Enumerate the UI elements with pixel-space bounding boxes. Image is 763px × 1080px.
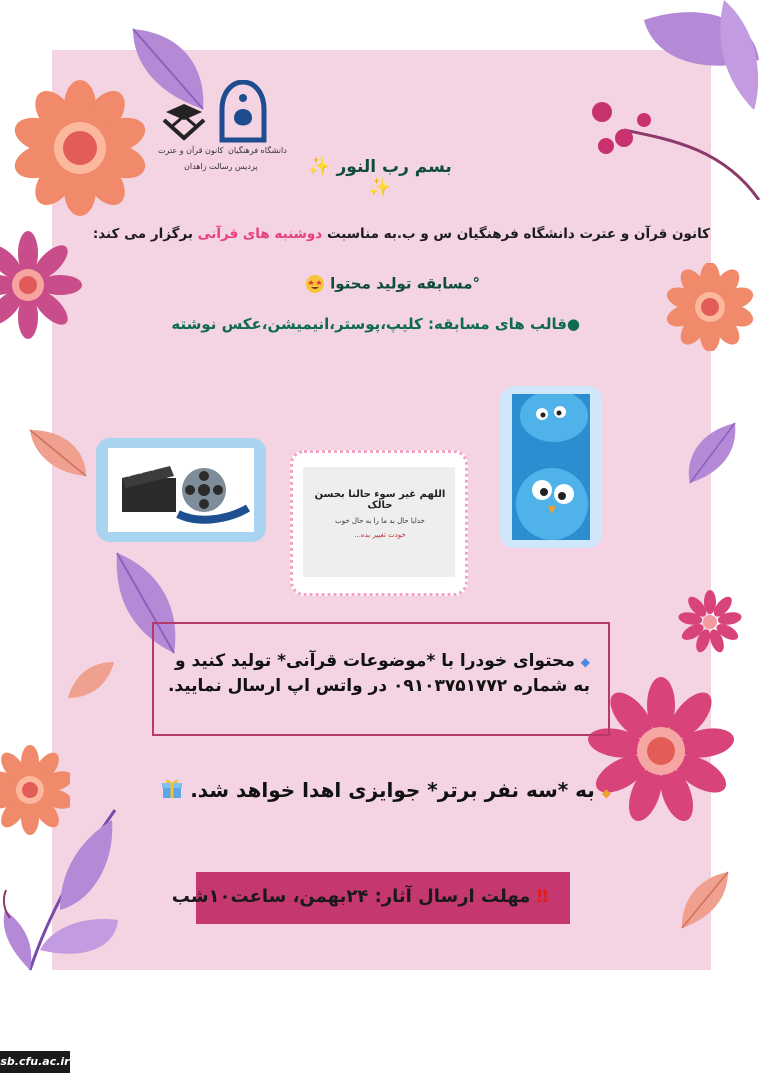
prize-line bbox=[116, 778, 611, 802]
blue-diamond-icon: ◆ bbox=[580, 655, 590, 669]
intro-part1: کانون قرآن و عترت دانشگاه فرهنگیان س و ب.به مناسبت bbox=[322, 226, 710, 242]
calligraphy-card bbox=[290, 450, 468, 596]
submission-line-2: به شماره ۰۹۱۰۳۷۵۱۷۷۲ در واتس اپ ارسال نمایید. bbox=[167, 676, 590, 696]
purple-branch-bottom-left-icon bbox=[0, 800, 120, 990]
orange-leaf-left-icon bbox=[28, 428, 90, 480]
double-exclamation-icon: ‼ bbox=[536, 886, 548, 907]
film-reel-card bbox=[96, 438, 266, 542]
sparkle-icon: ✨ bbox=[308, 156, 331, 177]
formats-heading: ●قالب های مسابقه: کلیپ،پوستر،انیمیشن،عکس نوشته bbox=[171, 315, 580, 333]
deadline-text: مهلت ارسال آثار: ۲۴بهمن، ساعت۱۰شب bbox=[171, 886, 531, 907]
purple-leaf-right-icon bbox=[680, 418, 740, 488]
site-watermark: sb.cfu.ac.ir bbox=[0, 1051, 70, 1073]
sparkle-icon: ✨ bbox=[368, 177, 392, 198]
prize-text: به *سه نفر برتر* جوایزی اهدا خواهد شد. bbox=[190, 778, 595, 802]
orange-leaf-small-icon bbox=[66, 660, 116, 700]
blue-bird-character-icon bbox=[512, 394, 590, 540]
logo-caption-bottom: پردیس رسالت زاهدان bbox=[184, 162, 258, 171]
submission-info-text bbox=[150, 649, 590, 698]
animation-image bbox=[512, 394, 590, 540]
small-pink-flower-icon bbox=[678, 590, 742, 654]
contest-heading bbox=[270, 274, 480, 294]
gift-icon bbox=[161, 778, 183, 800]
basmala-text: بسم رب النور bbox=[336, 157, 452, 177]
intro-part2: برگزار می کند: bbox=[92, 226, 198, 242]
deadline-banner bbox=[171, 872, 570, 924]
logo-caption-right: دانشگاه فرهنگیان bbox=[228, 146, 287, 155]
quran-logo-icon bbox=[162, 102, 206, 142]
purple-branch-top-right-icon bbox=[584, 0, 763, 200]
orange-diamond-icon: ◆ bbox=[601, 786, 611, 800]
star-eyes-emoji-icon bbox=[305, 274, 325, 294]
orange-flower-right-icon bbox=[666, 263, 754, 351]
calligraphy-line-1: اللهم غیر سوء حالنا بحسن حالک bbox=[314, 489, 446, 511]
intro-highlight: دوشنبه های قرآنی bbox=[197, 226, 323, 242]
basmala-heading bbox=[300, 156, 460, 198]
calligraphy-line-2: خدایا حال بد ما را به حال خوب bbox=[335, 517, 425, 525]
submission-line-1-text: محتوای خودرا با *موضوعات قرآنی* تولید کنید و bbox=[175, 651, 575, 671]
calligraphy-image bbox=[303, 467, 455, 577]
deadline-text-wrap bbox=[172, 886, 548, 907]
submission-line-1 bbox=[150, 649, 590, 674]
logo-caption-left: کانون قرآن و عترت bbox=[158, 146, 224, 155]
intro-line bbox=[64, 226, 710, 242]
film-reel-image bbox=[108, 448, 254, 532]
film-reel-icon bbox=[108, 448, 254, 532]
calligraphy-line-3: خودت تغییر بده... bbox=[354, 531, 406, 539]
logos-group bbox=[158, 80, 287, 180]
animation-card bbox=[500, 386, 602, 548]
farhangian-logo-icon bbox=[216, 80, 270, 144]
pink-flower-left-icon bbox=[0, 230, 84, 340]
orange-leaf-bottom-right-icon bbox=[676, 868, 732, 932]
contest-heading-text: °مسابقه تولید محتوا bbox=[330, 274, 480, 293]
submission-info-box bbox=[152, 622, 610, 736]
